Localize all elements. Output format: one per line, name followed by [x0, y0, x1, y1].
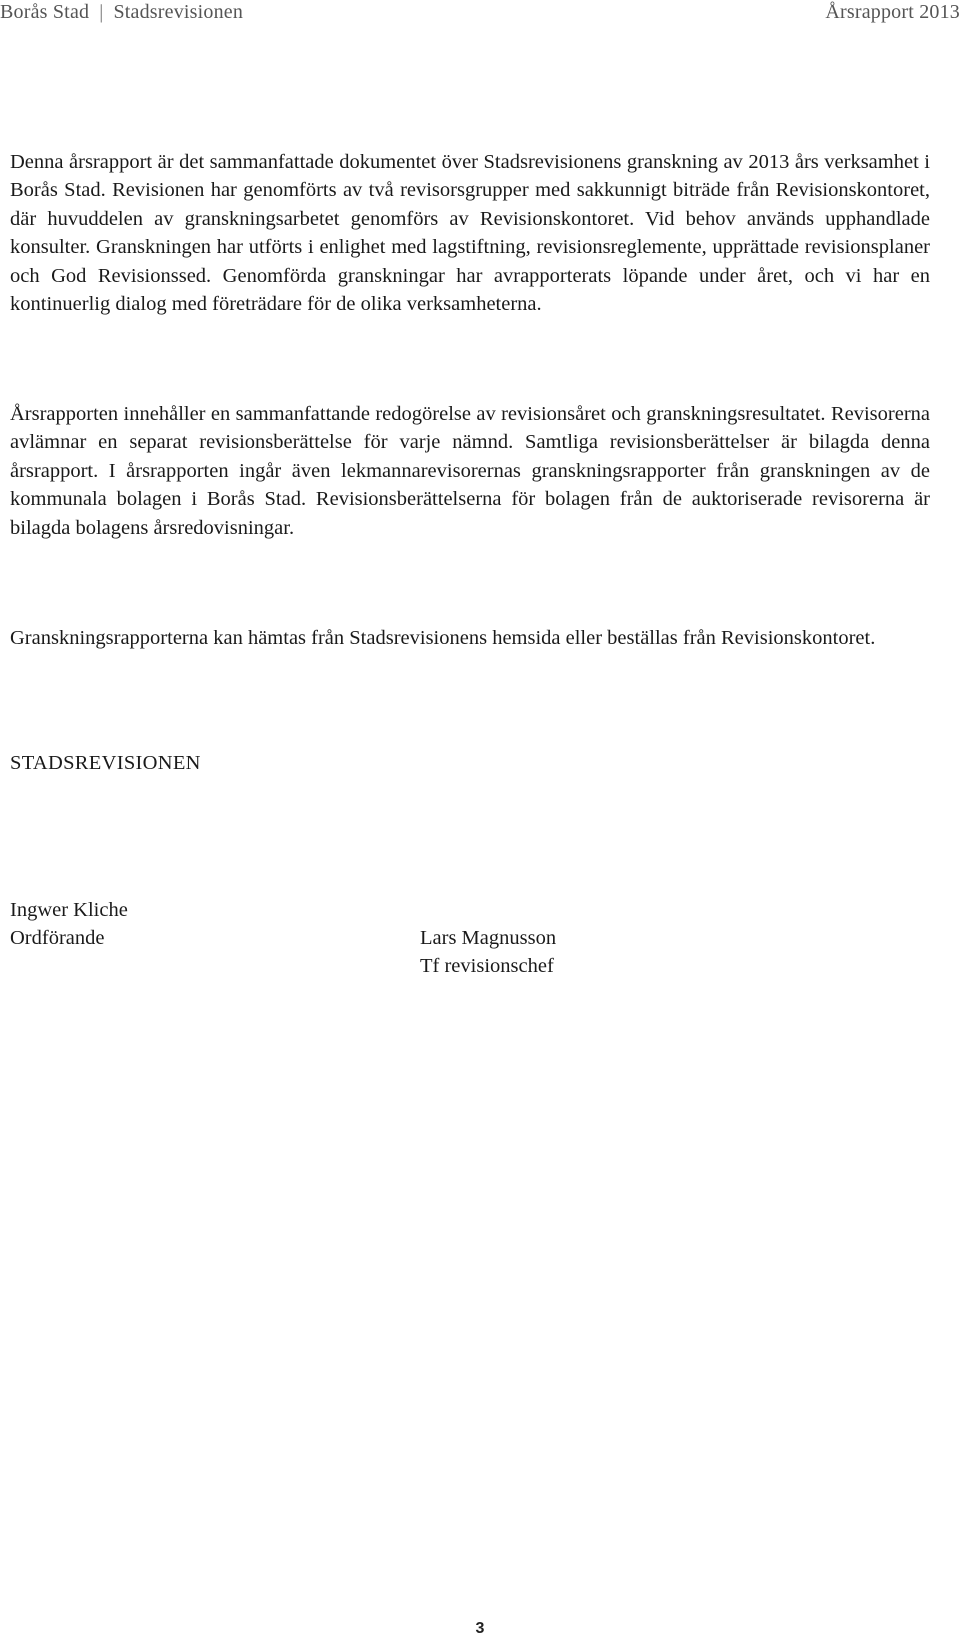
paragraph-intro: Denna årsrapport är det sammanfattade dokumentet över Stadsrevisionens granskning av 2013 års verksamhet i Borås Stad. Revisionen har genomförts av två revisorsgrupper med sakkunnigt biträde från Revisionskontoret, där huvuddelen av granskningsarbetet genomförs av Revisionskontoret. Vid behov används upphandlade konsulter. Granskningen har utförts i enlighet med lagstiftning, revisionsreglemente, upprättade revisionsplaner och God Revisionssed. Genomförda granskningar har avrapporterats löpande under året, och vi har en kontinuerlig dialog med företrädare för de olika verksamheterna.: [10, 151, 930, 316]
signatory-title: Ordförande: [10, 927, 105, 949]
signatory-name: Lars Magnusson: [420, 927, 557, 949]
signature-right: [420, 924, 556, 980]
paragraph-contents: Årsrapporten innehåller en sammanfattande redogörelse av revisionsåret och granskningsresultatet. Revisorerna avlämnar en separat revisionsberättelse för varje nämnd. Samtliga revisionsberättelser är bilagda denna årsrapport. I årsrapporten ingår även lekmannarevisorernas granskningsrapporter från granskningen av de kommunala bolagen i Borås Stad. Revisionsberättelserna för bolagen från de auktoriserade revisorerna är bilagda bolagens årsredovisningar.: [10, 403, 930, 539]
header-department: Stadsrevisionen: [113, 1, 244, 23]
signature-org: STADSREVISIONEN: [10, 752, 201, 774]
header-report-title: Årsrapport 2013: [825, 1, 960, 23]
signatory-name: Ingwer Kliche: [10, 899, 128, 921]
header-org: Borås Stad: [0, 1, 90, 23]
page-header: [0, 0, 960, 26]
page-number: 3: [475, 1620, 485, 1637]
signature-left: [10, 896, 128, 952]
header-separator: |: [99, 1, 104, 23]
signatory-title: Tf revisionschef: [420, 955, 554, 977]
paragraph-reports: Granskningsrapporterna kan hämtas från Stadsrevisionens hemsida eller beställas från Revisionskontoret.: [10, 627, 876, 649]
header-left: [0, 0, 243, 24]
